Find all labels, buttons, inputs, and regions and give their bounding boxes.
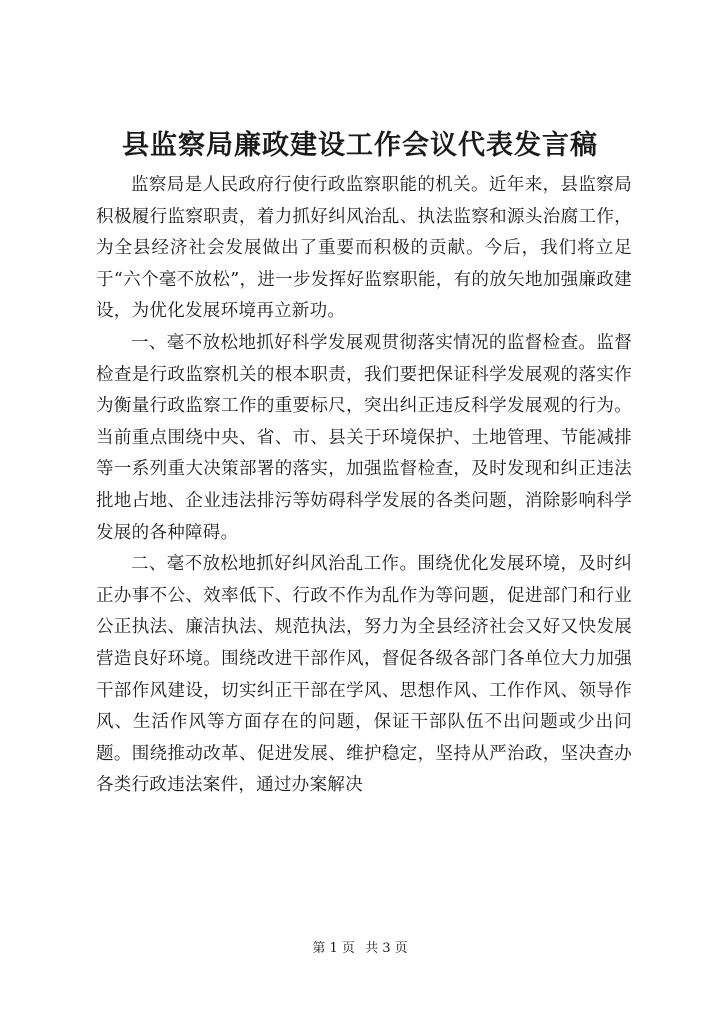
document-title: 县监察局廉政建设工作会议代表发言稿 [122,130,598,161]
page-footer [0,940,720,958]
page-number: 第 1 页 [312,941,355,956]
page-total: 共 3 页 [365,941,408,956]
paragraph-section-one: 一、毫不放松地抓好科学发展观贯彻落实情况的监督检查。监督检查是行政监察机关的根本职责，我们要把保证科学发展观的落实作为衡量行政监察工作的重要标尺，突出纠正违反科学发展观的行为。当前重点围绕中央、省、市、县关于环境保护、土地管理、节能减排等一系列重大决策部署的落实，加强监督检查，及时发现和纠正违法批地占地、企业违法排污等妨碍科学发展的各类问题，消除影响科学发展的各种障碍。 [96,332,632,543]
paragraph-section-two: 二、毫不放松地抓好纠风治乱工作。围绕优化发展环境，及时纠正办事不公、效率低下、行政不作为乱作为等问题，促进部门和行业公正执法、廉洁执法、规范执法，努力为全县经济社会又好又快发展营造良好环境。围绕改进干部作风，督促各级各部门各单位大力加强干部作风建设，切实纠正干部在学风、思想作风、工作作风、领导作风、生活作风等方面存在的问题，保证干部队伍不出问题或少出问题。围绕推动改革、促进发展、维护稳定，坚持从严治政，坚决查办各类行政违法案件，通过办案解决 [96,554,632,796]
document-body [96,170,632,802]
paragraph-intro: 监察局是人民政府行使行政监察职能的机关。近年来，县监察局积极履行监察职责，着力抓好纠风治乱、执法监察和源头治腐工作，为全县经济社会发展做出了重要而积极的贡献。今后，我们将立足于“六个毫不放松”，进一步发挥好监察职能，有的放矢地加强廉政建设，为优化发展环境再立新功。 [96,175,632,322]
